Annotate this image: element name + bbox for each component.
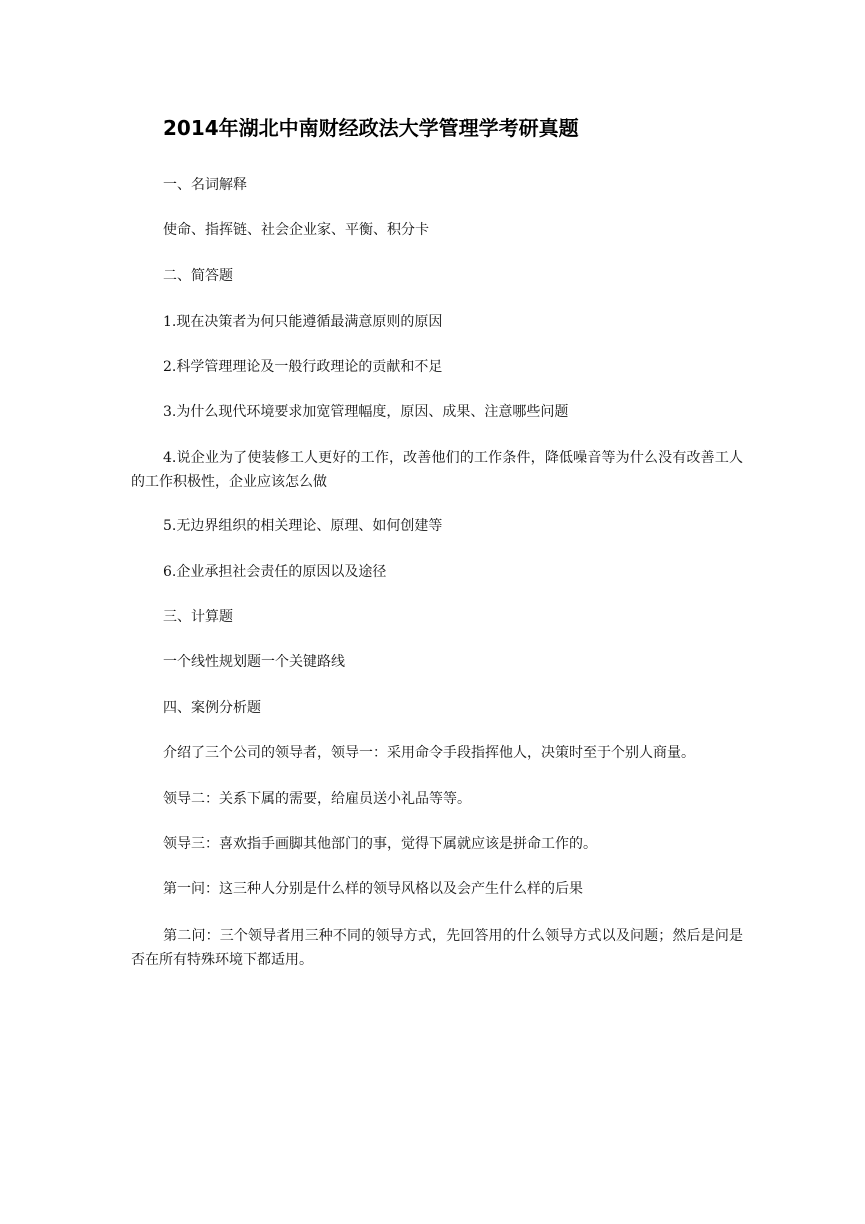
case-leader-2: 领导二：关系下属的需要，给雇员送小礼品等等。 bbox=[163, 791, 471, 807]
calculation-content: 一个线性规划题一个关键路线 bbox=[163, 654, 345, 670]
document-title: 2014年湖北中南财经政法大学管理学考研真题 bbox=[163, 116, 579, 140]
section-heading-calculation: 三、计算题 bbox=[163, 609, 233, 625]
case-question-1: 第一问：这三种人分别是什么样的领导风格以及会产生什么样的后果 bbox=[163, 881, 583, 897]
case-question-2: 第二问：三个领导者用三种不同的领导方式，先回答用的什么领导方式以及问题；然后是问是否在所有特殊环境下都适用。 bbox=[131, 928, 743, 968]
question-4-paragraph bbox=[131, 446, 743, 494]
section-heading-short-answer: 二、简答题 bbox=[163, 268, 233, 284]
case-leader-3: 领导三：喜欢指手画脚其他部门的事，觉得下属就应该是拼命工作的。 bbox=[163, 836, 597, 852]
question-3: 3.为什么现代环境要求加宽管理幅度，原因、成果、注意哪些问题 bbox=[163, 404, 569, 420]
case-question-2-paragraph bbox=[131, 924, 743, 972]
question-5: 5.无边界组织的相关理论、原理、如何创建等 bbox=[163, 518, 443, 534]
question-4: 4.说企业为了使装修工人更好的工作，改善他们的工作条件，降低噪音等为什么没有改善工人的工作积极性，企业应该怎么做 bbox=[131, 450, 743, 490]
terms-list: 使命、指挥链、社会企业家、平衡、积分卡 bbox=[163, 222, 429, 238]
case-intro: 介绍了三个公司的领导者，领导一：采用命令手段指挥他人，决策时至于个别人商量。 bbox=[163, 745, 695, 761]
question-1: 1.现在决策者为何只能遵循最满意原则的原因 bbox=[163, 314, 443, 330]
question-6: 6.企业承担社会责任的原因以及途径 bbox=[163, 564, 387, 580]
section-heading-case-analysis: 四、案例分析题 bbox=[163, 700, 261, 716]
question-2: 2.科学管理理论及一般行政理论的贡献和不足 bbox=[163, 359, 443, 375]
section-heading-terms: 一、名词解释 bbox=[163, 177, 247, 193]
